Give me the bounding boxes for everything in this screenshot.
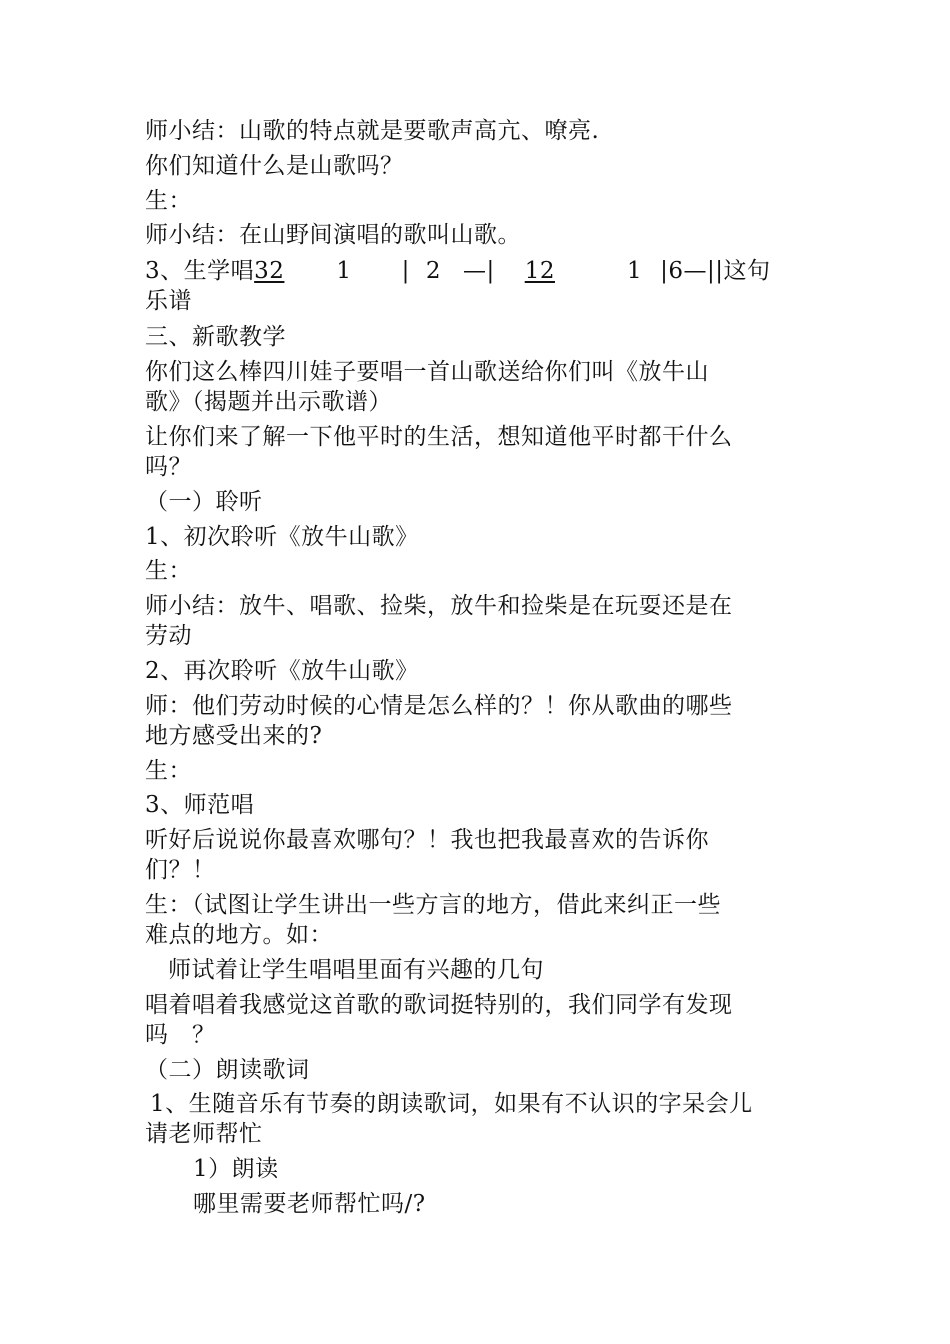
notation-barline: |6—|| (660, 258, 724, 284)
text-line: 2、再次聆听《放牛山歌》 (145, 658, 419, 684)
section-heading: （一）聆听 (145, 489, 263, 515)
text-line: 地方感受出来的? (145, 723, 323, 749)
text-line: 师试着让学生唱唱里面有兴趣的几句 (168, 957, 544, 983)
notation-dash: —| (462, 258, 495, 284)
notation-barline: | (401, 258, 410, 284)
text-line: 你们知道什么是山歌吗？ (145, 153, 404, 179)
text-line: 生： (145, 758, 192, 784)
text-line: 吗 ？ (145, 1022, 216, 1048)
section-heading: （二）朗读歌词 (145, 1057, 310, 1083)
text-line: 生：（试图让学生讲出一些方言的地方，借此来纠正一些 (145, 892, 721, 918)
text-line: 歌》（揭题并出示歌谱） (145, 389, 392, 415)
text-line: 哪里需要老师帮忙吗/? (193, 1191, 426, 1217)
notation-note: 1 (626, 258, 643, 284)
notation-suffix: 这句 (723, 258, 771, 284)
text-line: 乐谱 (145, 288, 192, 314)
text-line: 师小结：放牛、唱歌、捡柴，放牛和捡柴是在玩耍还是在 (145, 593, 733, 619)
section-heading: 三、新歌教学 (145, 324, 286, 350)
text-line: 1、生随音乐有节奏的朗读歌词，如果有不认识的字呆会儿 (150, 1091, 753, 1117)
text-line: 吗？ (145, 454, 192, 480)
text-line: 3、师范唱 (145, 792, 255, 818)
text-line: 1）朗读 (193, 1156, 279, 1182)
text-line: 听好后说说你最喜欢哪句？！我也把我最喜欢的告诉你 (145, 827, 709, 853)
text-line: 师小结：山歌的特点就是要歌声高亢、嘹亮. (145, 118, 600, 144)
notation-note: 2 (425, 258, 441, 284)
notation-line (145, 256, 771, 286)
text-line: 师：他们劳动时候的心情是怎么样的？！你从歌曲的哪些 (145, 693, 733, 719)
text-line: 唱着唱着我感觉这首歌的歌词挺特别的，我们同学有发现 (145, 992, 733, 1018)
text-line: 让你们来了解一下他平时的生活，想知道他平时都干什么 (145, 424, 733, 450)
notation-underlined-note: 12 (524, 258, 555, 284)
text-line: 请老师帮忙 (145, 1121, 263, 1147)
text-line: 劳动 (145, 623, 192, 649)
notation-prefix: 3、生学唱 (145, 258, 255, 284)
text-line: 1、初次聆听《放牛山歌》 (145, 524, 419, 550)
text-line: 师小结：在山野间演唱的歌叫山歌。 (145, 222, 521, 248)
notation-note: 1 (336, 258, 352, 284)
text-line: 你们这么棒四川娃子要唱一首山歌送给你们叫《放牛山 (145, 359, 709, 385)
text-line: 生： (145, 188, 192, 214)
text-line: 们？！ (145, 857, 216, 883)
notation-underlined-note: 32 (254, 258, 285, 284)
text-line: 难点的地方。如： (145, 922, 333, 948)
text-line: 生： (145, 558, 192, 584)
